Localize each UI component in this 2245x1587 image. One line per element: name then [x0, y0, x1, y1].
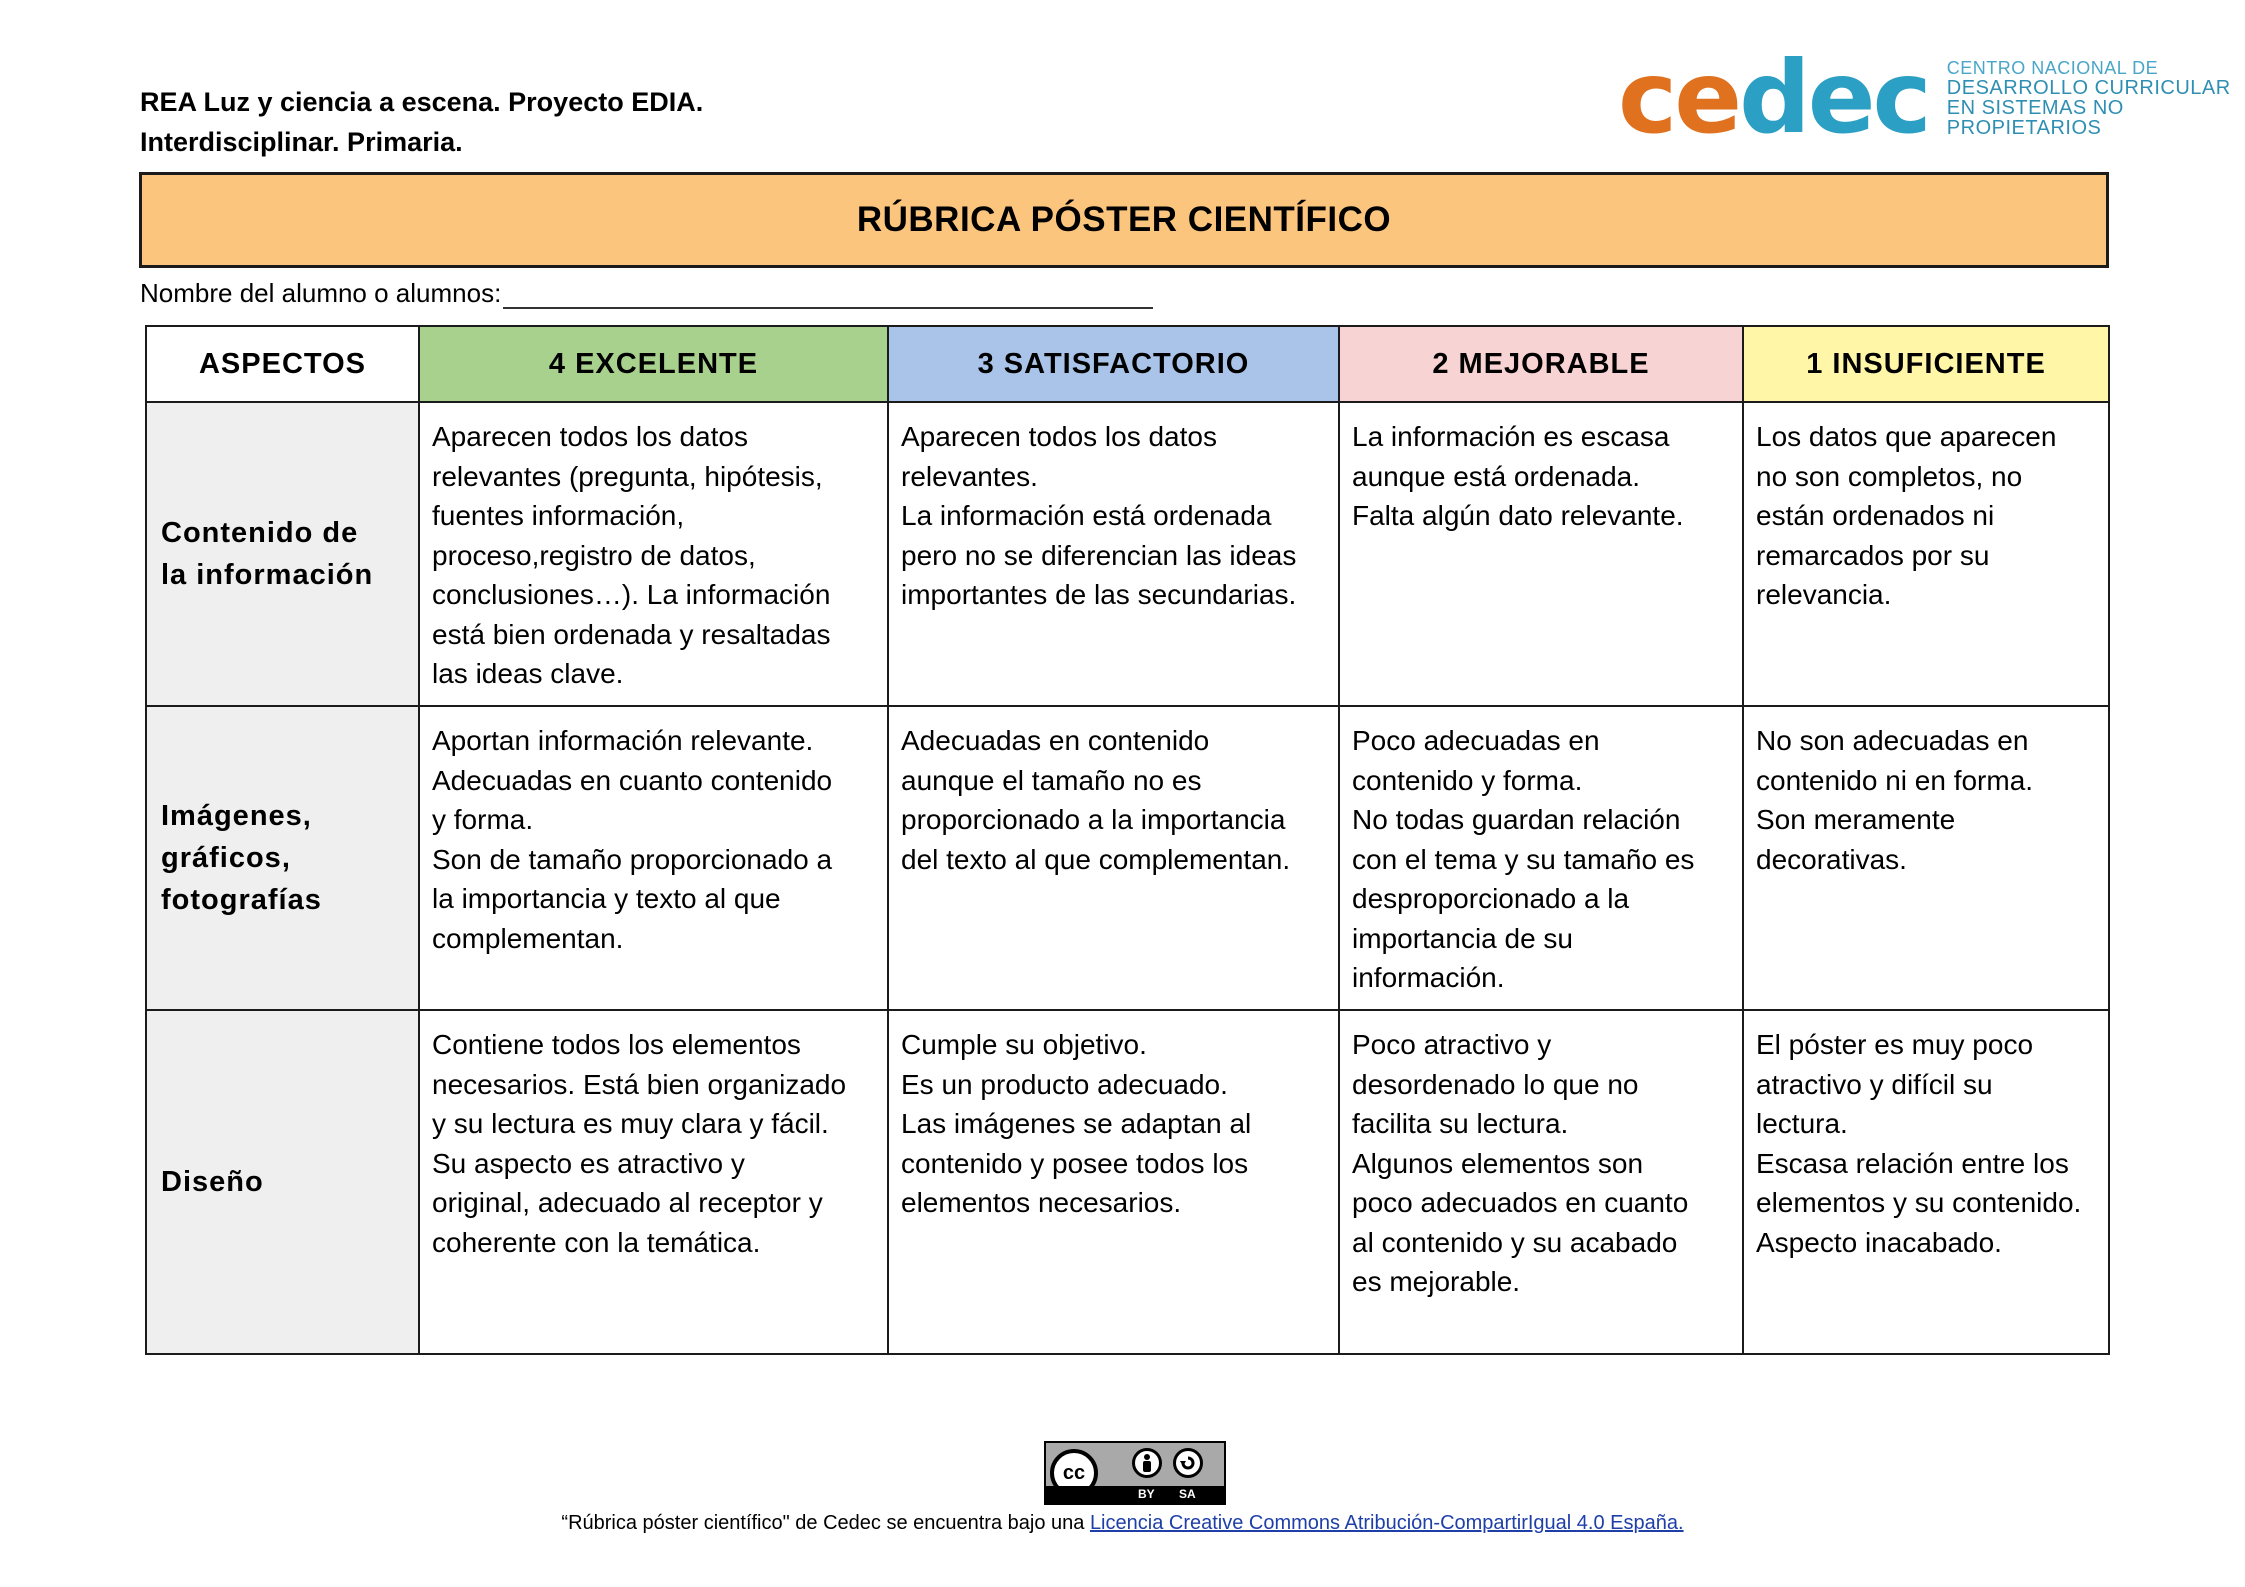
- cell-line: conclusiones…). La información: [432, 579, 831, 610]
- cell-line: Adecuadas en contenido: [901, 725, 1210, 756]
- cell-line: facilita su lectura.: [1352, 1108, 1569, 1139]
- cell-line: contenido y posee todos los: [901, 1147, 1249, 1179]
- cell-line: Algunos elementos son: [1352, 1147, 1644, 1179]
- cell-line: importantes de las secundarias.: [901, 579, 1297, 610]
- rubric-cell: [419, 1010, 888, 1354]
- cell-line: La información es escasa: [1352, 421, 1670, 452]
- page-title: RÚBRICA PÓSTER CIENTÍFICO: [139, 172, 2109, 268]
- rubric-header-4: 1 INSUFICIENTE: [1743, 326, 2109, 402]
- cell-line: remarcados por su: [1756, 539, 1990, 571]
- cell-line: complementan.: [432, 922, 624, 954]
- cell-line: Son de tamaño proporcionado a: [432, 843, 833, 875]
- rubric-cell: [419, 706, 888, 1010]
- rubric-cell: [1339, 706, 1743, 1010]
- rubric-header-0: ASPECTOS: [146, 326, 419, 402]
- cell-line: poco adecuados en cuanto: [1352, 1187, 1689, 1218]
- cell-line: atractivo y difícil su: [1756, 1068, 1993, 1100]
- cell-line: lectura.: [1756, 1108, 1848, 1139]
- rubric-table: [145, 325, 2110, 1355]
- rubric-cell: [1339, 1010, 1743, 1354]
- cedec-logo-subtitle: [1947, 58, 2245, 138]
- cell-line: Su aspecto es atractivo y: [432, 1147, 745, 1179]
- cell-line: El póster es muy poco: [1756, 1029, 2034, 1060]
- rubric-cell: [1743, 1010, 2109, 1354]
- cell-line: decorativas.: [1756, 843, 1907, 875]
- license-text: [0, 1512, 2245, 1535]
- student-name-blank: [503, 285, 1153, 309]
- aspect-cell: [146, 706, 419, 1010]
- rubric-cell: [888, 402, 1339, 706]
- attribution-icon: [1132, 1448, 1162, 1478]
- cell-line: La información está ordenada: [901, 500, 1272, 531]
- cell-line: contenido y forma.: [1352, 764, 1583, 796]
- logo-subtitle-line-2: DESARROLLO CURRICULAR: [1946, 77, 2231, 99]
- cell-line: relevancia.: [1756, 579, 1892, 610]
- rubric-header-1: 4 EXCELENTE: [419, 326, 888, 402]
- rubric-cell: [1743, 402, 2109, 706]
- cell-line: No todas guardan relación: [1352, 804, 1681, 835]
- cell-line: Aspecto inacabado.: [1756, 1226, 2002, 1258]
- cell-line: del texto al que complementan.: [901, 843, 1291, 875]
- cell-line: original, adecuado al receptor y: [432, 1187, 823, 1218]
- cell-line: importancia de su: [1352, 922, 1574, 954]
- person-icon: [1139, 1453, 1155, 1473]
- rubric-cell: [888, 706, 1339, 1010]
- cell-line: contenido ni en forma.: [1756, 764, 2034, 796]
- cell-line: Las imágenes se adaptan al: [901, 1108, 1252, 1139]
- share-alike-arrow-icon: [1179, 1454, 1197, 1472]
- cc-badge-band: [1046, 1486, 1224, 1503]
- rubric-header-3: 2 MEJORABLE: [1339, 326, 1743, 402]
- cell-line: Cumple su objetivo.: [901, 1029, 1147, 1060]
- rubric-header-2: 3 SATISFACTORIO: [888, 326, 1339, 402]
- cell-line: No son adecuadas en: [1756, 725, 2029, 756]
- aspect-line: la información: [161, 559, 374, 591]
- cell-line: elementos necesarios.: [901, 1187, 1182, 1218]
- cell-line: Escasa relación entre los: [1756, 1147, 2069, 1179]
- cell-line: la importancia y texto al que: [432, 883, 781, 914]
- cell-line: fuentes información,: [432, 500, 685, 531]
- cell-line: relevantes.: [901, 460, 1038, 492]
- header-line-2: Interdisciplinar. Primaria.: [140, 127, 463, 157]
- cell-line: Adecuadas en cuanto contenido: [432, 764, 833, 796]
- cc-icon: cc: [1050, 1449, 1098, 1497]
- license-link[interactable]: Licencia Creative Commons Atribución-CompartirIgual 4.0 España.: [1089, 1512, 1684, 1534]
- cell-line: Contiene todos los elementos: [432, 1029, 801, 1060]
- cell-line: desproporcionado a la: [1352, 883, 1630, 914]
- cell-line: Los datos que aparecen: [1756, 421, 2057, 452]
- license-prefix: “Rúbrica póster científico" de Cedec se encuentra bajo una: [561, 1512, 1090, 1534]
- cell-line: Aparecen todos los datos: [901, 421, 1217, 452]
- cell-line: desordenado lo que no: [1352, 1068, 1639, 1100]
- cedec-logo-word: [1618, 39, 1929, 156]
- header-line-1: REA Luz y ciencia a escena. Proyecto EDIA.: [140, 87, 704, 117]
- cell-line: necesarios. Está bien organizado: [432, 1068, 847, 1100]
- rubric-body: [146, 402, 2109, 1354]
- aspect-line: Diseño: [161, 1166, 264, 1198]
- table-row: [146, 1010, 2109, 1354]
- cell-line: relevantes (pregunta, hipótesis,: [432, 460, 823, 492]
- aspect-line: fotografías: [161, 884, 322, 916]
- cell-line: Aportan información relevante.: [432, 725, 814, 756]
- cell-line: está bien ordenada y resaltadas: [432, 618, 831, 650]
- aspect-line: gráficos,: [161, 842, 291, 874]
- cell-line: información.: [1352, 962, 1505, 993]
- logo-subtitle-line-1: CENTRO NACIONAL DE: [1946, 58, 2159, 78]
- cc-license-badge: [1044, 1441, 1226, 1505]
- cc-by-label: BY: [1138, 1487, 1155, 1501]
- document-header: [140, 82, 703, 162]
- cell-line: proceso,registro de datos,: [432, 539, 756, 571]
- rubric-cell: [419, 402, 888, 706]
- cell-line: coherente con la temática.: [432, 1226, 761, 1258]
- aspect-line: Imágenes,: [161, 800, 312, 832]
- cell-line: Poco adecuadas en: [1352, 725, 1600, 756]
- cell-line: elementos y su contenido.: [1756, 1187, 2082, 1218]
- logo-word-part-2: dec: [1739, 39, 1929, 156]
- logo-subtitle-line-3: EN SISTEMAS NO PROPIETARIOS: [1946, 97, 2124, 139]
- cell-line: con el tema y su tamaño es: [1352, 843, 1695, 875]
- cell-line: las ideas clave.: [432, 658, 624, 689]
- aspect-line: Contenido de: [161, 517, 359, 549]
- cell-line: aunque el tamaño no es: [901, 764, 1202, 796]
- aspect-cell: [146, 1010, 419, 1354]
- aspect-cell: [146, 402, 419, 706]
- share-alike-icon: [1173, 1448, 1203, 1478]
- cell-line: aunque está ordenada.: [1352, 460, 1641, 492]
- cell-line: y forma.: [432, 804, 534, 835]
- rubric-cell: [1339, 402, 1743, 706]
- cell-line: Son meramente: [1756, 804, 1956, 835]
- cedec-logo: [1618, 39, 2245, 156]
- student-name-field: [140, 278, 1153, 309]
- cell-line: y su lectura es muy clara y fácil.: [432, 1108, 829, 1139]
- cell-line: pero no se diferencian las ideas: [901, 539, 1297, 571]
- table-row: [146, 402, 2109, 706]
- cell-line: Aparecen todos los datos: [432, 421, 748, 452]
- cell-line: están ordenados ni: [1756, 500, 1995, 531]
- cell-line: Poco atractivo y: [1352, 1029, 1552, 1060]
- cell-line: es mejorable.: [1352, 1266, 1521, 1297]
- cell-line: Falta algún dato relevante.: [1352, 500, 1684, 531]
- rubric-header-row: [146, 326, 2109, 402]
- student-name-label: Nombre del alumno o alumnos:: [140, 278, 502, 308]
- rubric-cell: [888, 1010, 1339, 1354]
- logo-word-part-1: ce: [1618, 39, 1740, 156]
- rubric-cell: [1743, 706, 2109, 1010]
- cc-sa-label: SA: [1179, 1487, 1196, 1501]
- table-row: [146, 706, 2109, 1010]
- cell-line: no son completos, no: [1756, 460, 2023, 492]
- cell-line: Es un producto adecuado.: [901, 1068, 1228, 1100]
- cell-line: al contenido y su acabado: [1352, 1226, 1678, 1258]
- cell-line: proporcionado a la importancia: [901, 804, 1286, 835]
